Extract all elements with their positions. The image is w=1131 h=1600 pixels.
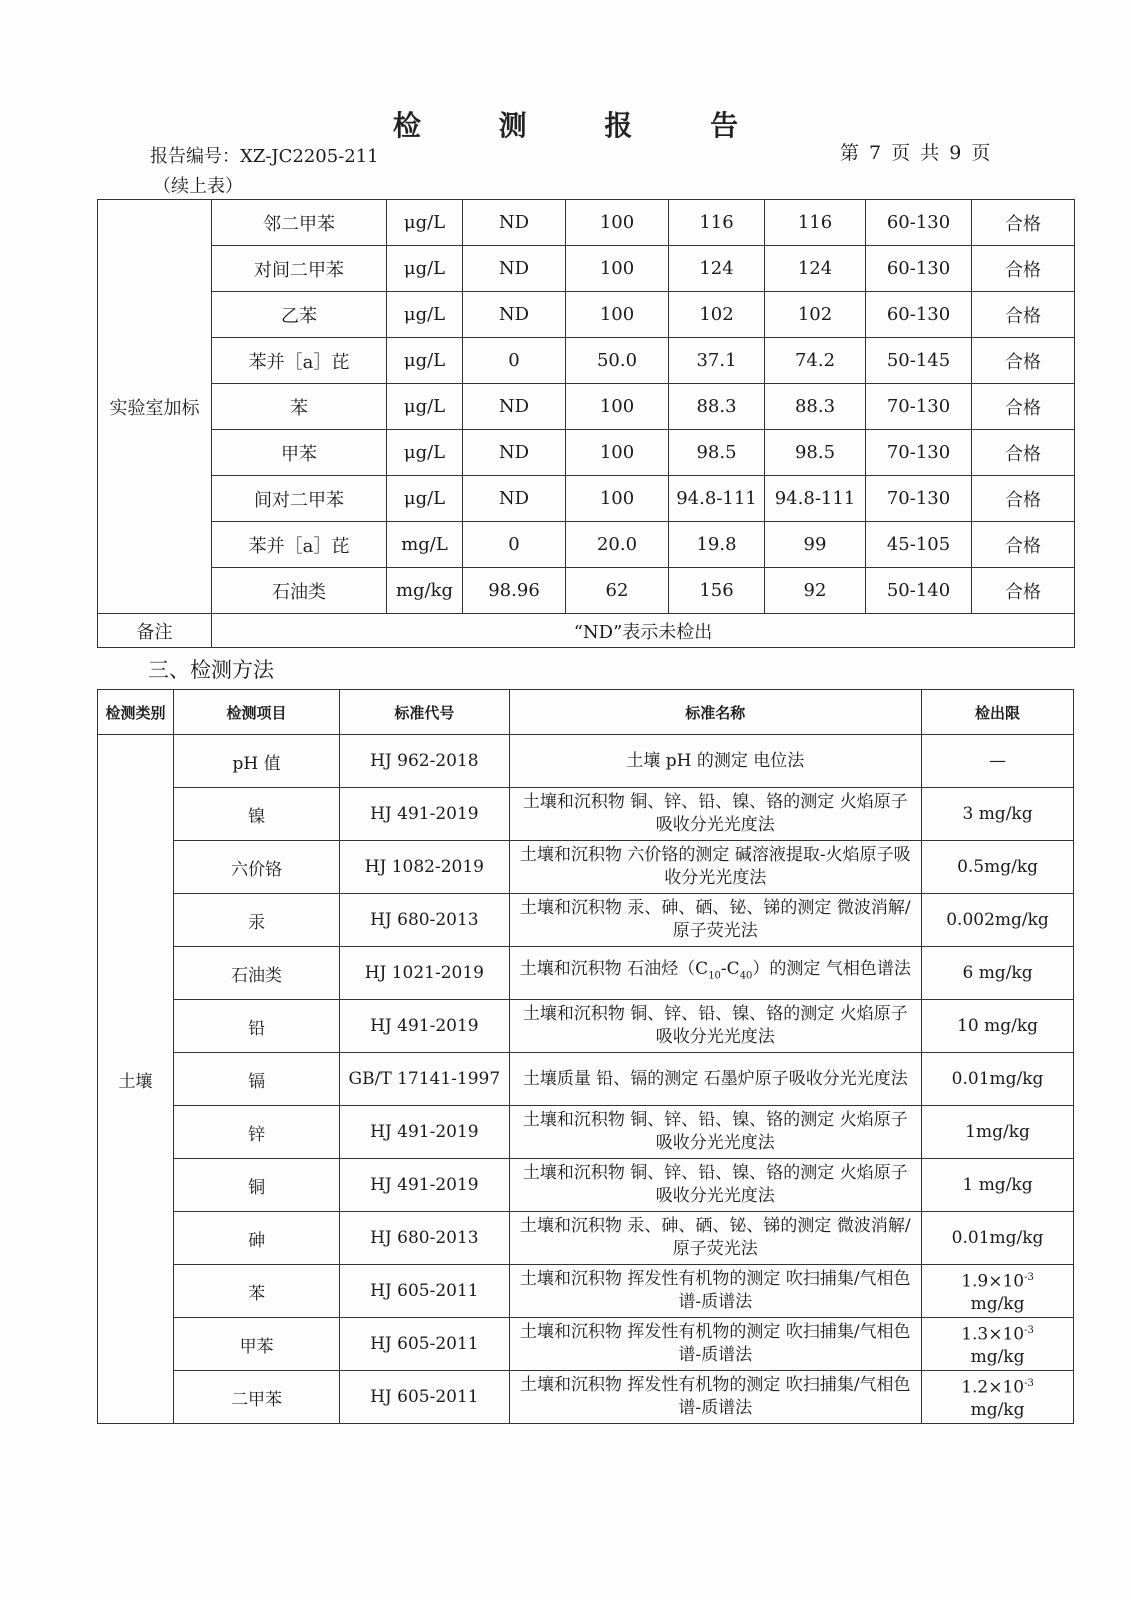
report-number: 报告编号：XZ-JC2205-211	[150, 146, 379, 167]
table-row	[98, 430, 1075, 476]
range-cell: 45-105	[866, 522, 972, 568]
table-row	[98, 1318, 1074, 1371]
table-row	[98, 200, 1075, 246]
standard-name-cell: 土壤和沉积物 铜、锌、铅、镍、铬的测定 火焰原子吸收分光光度法	[509, 1159, 922, 1212]
range-cell: 50-140	[866, 568, 972, 614]
item-cell: 甲苯	[212, 430, 387, 476]
code-cell: HJ 491-2019	[340, 1159, 509, 1212]
limit-exponent: -3	[1024, 1377, 1034, 1389]
measured-value-cell: 102	[669, 292, 765, 338]
standard-name-cell: 土壤和沉积物 汞、砷、硒、铋、锑的测定 微波消解/原子荧光法	[509, 1212, 922, 1265]
spike-table-body	[98, 200, 1075, 648]
header-row	[98, 690, 1074, 735]
code-cell: HJ 605-2011	[340, 1265, 509, 1318]
standard-name-cell: 土壤和沉积物 汞、砷、硒、铋、锑的测定 微波消解/原子荧光法	[509, 894, 922, 947]
spike-amount-cell: 20.0	[566, 522, 669, 568]
standard-name-cell	[509, 947, 922, 1000]
limit-unit: mg/kg	[970, 1294, 1025, 1315]
sample-value-cell: 98.96	[463, 568, 566, 614]
method-table	[97, 689, 1074, 1424]
sample-value-cell: ND	[463, 384, 566, 430]
result-cell: 合格	[972, 292, 1075, 338]
table-row	[98, 568, 1075, 614]
sample-value-cell: ND	[463, 430, 566, 476]
range-cell: 70-130	[866, 384, 972, 430]
range-cell: 70-130	[866, 476, 972, 522]
recovery-cell: 102	[765, 292, 866, 338]
item-cell: pH 值	[173, 735, 339, 788]
section-title: 三、检测方法	[148, 658, 274, 682]
spike-amount-cell: 50.0	[566, 338, 669, 384]
limit-unit: mg/kg	[970, 1400, 1025, 1421]
spike-recovery-table	[97, 199, 1075, 648]
recovery-cell: 88.3	[765, 384, 866, 430]
range-cell: 50-145	[866, 338, 972, 384]
header-limit: 检出限	[922, 690, 1074, 735]
unit-cell: μg/L	[387, 476, 463, 522]
item-cell: 二甲苯	[173, 1371, 339, 1424]
method-table-body	[98, 690, 1074, 1424]
standard-name-cell: 土壤和沉积物 铜、锌、铅、镍、铬的测定 火焰原子吸收分光光度法	[509, 788, 922, 841]
sample-value-cell: 0	[463, 338, 566, 384]
item-cell: 乙苯	[212, 292, 387, 338]
remark-text: “ND”表示未检出	[212, 614, 1075, 648]
item-cell: 石油类	[212, 568, 387, 614]
table-row	[98, 384, 1075, 430]
remark-row	[98, 614, 1075, 648]
sample-value-cell: ND	[463, 200, 566, 246]
table-row	[98, 1000, 1074, 1053]
measured-value-cell: 156	[669, 568, 765, 614]
item-cell: 铜	[173, 1159, 339, 1212]
item-cell: 铅	[173, 1000, 339, 1053]
item-cell: 镍	[173, 788, 339, 841]
unit-cell: μg/L	[387, 292, 463, 338]
table-row	[98, 841, 1074, 894]
name-subscript: 40	[739, 970, 753, 982]
table-row	[98, 1159, 1074, 1212]
limit-cell	[922, 1371, 1074, 1424]
continued-label: （续上表）	[153, 176, 243, 197]
recovery-cell: 74.2	[765, 338, 866, 384]
standard-name-cell: 土壤和沉积物 铜、锌、铅、镍、铬的测定 火焰原子吸收分光光度法	[509, 1000, 922, 1053]
recovery-cell: 94.8-111	[765, 476, 866, 522]
result-cell: 合格	[972, 338, 1075, 384]
header-code: 标准代号	[340, 690, 509, 735]
table-row	[98, 246, 1075, 292]
result-cell: 合格	[972, 246, 1075, 292]
recovery-cell: 124	[765, 246, 866, 292]
category-cell: 土壤	[98, 735, 174, 1424]
spike-amount-cell: 100	[566, 430, 669, 476]
limit-unit: mg/kg	[970, 1347, 1025, 1368]
item-cell: 邻二甲苯	[212, 200, 387, 246]
table-row	[98, 894, 1074, 947]
table-row	[98, 476, 1075, 522]
item-cell: 苯并［a］芘	[212, 522, 387, 568]
range-cell: 60-130	[866, 292, 972, 338]
limit-cell: 10 mg/kg	[922, 1000, 1074, 1053]
standard-name-cell: 土壤 pH 的测定 电位法	[509, 735, 922, 788]
limit-cell: 0.5mg/kg	[922, 841, 1074, 894]
unit-cell: mg/kg	[387, 568, 463, 614]
limit-cell	[922, 1265, 1074, 1318]
sample-value-cell: ND	[463, 292, 566, 338]
sample-value-cell: ND	[463, 476, 566, 522]
table-row	[98, 1212, 1074, 1265]
header-name: 标准名称	[509, 690, 922, 735]
result-cell: 合格	[972, 522, 1075, 568]
recovery-cell: 98.5	[765, 430, 866, 476]
result-cell: 合格	[972, 430, 1075, 476]
remark-label: 备注	[98, 614, 212, 648]
code-cell: HJ 1021-2019	[340, 947, 509, 1000]
table-row	[98, 1053, 1074, 1106]
table-row	[98, 735, 1074, 788]
standard-name-cell: 土壤和沉积物 挥发性有机物的测定 吹扫捕集/气相色谱-质谱法	[509, 1371, 922, 1424]
limit-base: 1.3×10	[961, 1324, 1025, 1345]
item-cell: 苯并［a］芘	[212, 338, 387, 384]
item-cell: 汞	[173, 894, 339, 947]
code-cell: HJ 962-2018	[340, 735, 509, 788]
unit-cell: μg/L	[387, 246, 463, 292]
name-subscript: 10	[708, 970, 721, 982]
limit-cell	[922, 1318, 1074, 1371]
standard-name-cell: 土壤和沉积物 挥发性有机物的测定 吹扫捕集/气相色谱-质谱法	[509, 1318, 922, 1371]
table-row	[98, 947, 1074, 1000]
result-cell: 合格	[972, 568, 1075, 614]
code-cell: HJ 491-2019	[340, 1106, 509, 1159]
limit-cell: 1mg/kg	[922, 1106, 1074, 1159]
code-cell: HJ 680-2013	[340, 894, 509, 947]
unit-cell: μg/L	[387, 338, 463, 384]
range-cell: 60-130	[866, 246, 972, 292]
name-part: 土壤和沉积物 石油烃（C	[519, 959, 709, 980]
table-row	[98, 338, 1075, 384]
sample-value-cell: ND	[463, 246, 566, 292]
limit-cell: 0.002mg/kg	[922, 894, 1074, 947]
table-row	[98, 522, 1075, 568]
limit-cell: 1 mg/kg	[922, 1159, 1074, 1212]
limit-cell: 3 mg/kg	[922, 788, 1074, 841]
standard-name-cell: 土壤和沉积物 六价铬的测定 碱溶液提取-火焰原子吸收分光光度法	[509, 841, 922, 894]
range-cell: 70-130	[866, 430, 972, 476]
item-cell: 对间二甲苯	[212, 246, 387, 292]
table-row	[98, 1371, 1074, 1424]
standard-name-cell: 土壤和沉积物 挥发性有机物的测定 吹扫捕集/气相色谱-质谱法	[509, 1265, 922, 1318]
item-cell: 苯	[212, 384, 387, 430]
spike-amount-cell: 100	[566, 384, 669, 430]
recovery-cell: 116	[765, 200, 866, 246]
result-cell: 合格	[972, 200, 1075, 246]
result-cell: 合格	[972, 476, 1075, 522]
table-row	[98, 1265, 1074, 1318]
item-cell: 锌	[173, 1106, 339, 1159]
page-indicator: 第 7 页 共 9 页	[840, 142, 993, 164]
limit-exponent: -3	[1024, 1271, 1034, 1283]
measured-value-cell: 94.8-111	[669, 476, 765, 522]
standard-name-cell: 土壤质量 铅、镉的测定 石墨炉原子吸收分光光度法	[509, 1053, 922, 1106]
limit-cell: 0.01mg/kg	[922, 1053, 1074, 1106]
item-cell: 镉	[173, 1053, 339, 1106]
report-title: 检 测 报 告	[392, 109, 773, 142]
code-cell: HJ 605-2011	[340, 1371, 509, 1424]
limit-cell: 0.01mg/kg	[922, 1212, 1074, 1265]
item-cell: 间对二甲苯	[212, 476, 387, 522]
measured-value-cell: 116	[669, 200, 765, 246]
code-cell: HJ 680-2013	[340, 1212, 509, 1265]
code-cell: HJ 491-2019	[340, 1000, 509, 1053]
recovery-cell: 92	[765, 568, 866, 614]
unit-cell: μg/L	[387, 430, 463, 476]
name-part: -C	[720, 959, 740, 980]
header-category: 检测类别	[98, 690, 174, 735]
item-cell: 砷	[173, 1212, 339, 1265]
measured-value-cell: 124	[669, 246, 765, 292]
measured-value-cell: 37.1	[669, 338, 765, 384]
spike-amount-cell: 100	[566, 292, 669, 338]
item-cell: 六价铬	[173, 841, 339, 894]
unit-cell: mg/L	[387, 522, 463, 568]
spike-amount-cell: 100	[566, 476, 669, 522]
item-cell: 石油类	[173, 947, 339, 1000]
measured-value-cell: 19.8	[669, 522, 765, 568]
spike-amount-cell: 100	[566, 246, 669, 292]
measured-value-cell: 88.3	[669, 384, 765, 430]
item-cell: 苯	[173, 1265, 339, 1318]
code-cell: GB/T 17141-1997	[340, 1053, 509, 1106]
result-cell: 合格	[972, 384, 1075, 430]
code-cell: HJ 605-2011	[340, 1318, 509, 1371]
sample-value-cell: 0	[463, 522, 566, 568]
measured-value-cell: 98.5	[669, 430, 765, 476]
unit-cell: μg/L	[387, 384, 463, 430]
spike-amount-cell: 100	[566, 200, 669, 246]
limit-base: 1.2×10	[961, 1377, 1025, 1398]
range-cell: 60-130	[866, 200, 972, 246]
table-row	[98, 292, 1075, 338]
item-cell: 甲苯	[173, 1318, 339, 1371]
header-item: 检测项目	[173, 690, 339, 735]
limit-cell: —	[922, 735, 1074, 788]
table-row	[98, 1106, 1074, 1159]
limit-cell: 6 mg/kg	[922, 947, 1074, 1000]
unit-cell: μg/L	[387, 200, 463, 246]
name-part: ）的测定 气相色谱法	[752, 959, 911, 980]
standard-name-cell: 土壤和沉积物 铜、锌、铅、镍、铬的测定 火焰原子吸收分光光度法	[509, 1106, 922, 1159]
limit-base: 1.9×10	[961, 1271, 1025, 1292]
recovery-cell: 99	[765, 522, 866, 568]
group-label: 实验室加标	[98, 200, 212, 614]
code-cell: HJ 491-2019	[340, 788, 509, 841]
limit-exponent: -3	[1024, 1324, 1034, 1336]
spike-amount-cell: 62	[566, 568, 669, 614]
table-row	[98, 788, 1074, 841]
code-cell: HJ 1082-2019	[340, 841, 509, 894]
